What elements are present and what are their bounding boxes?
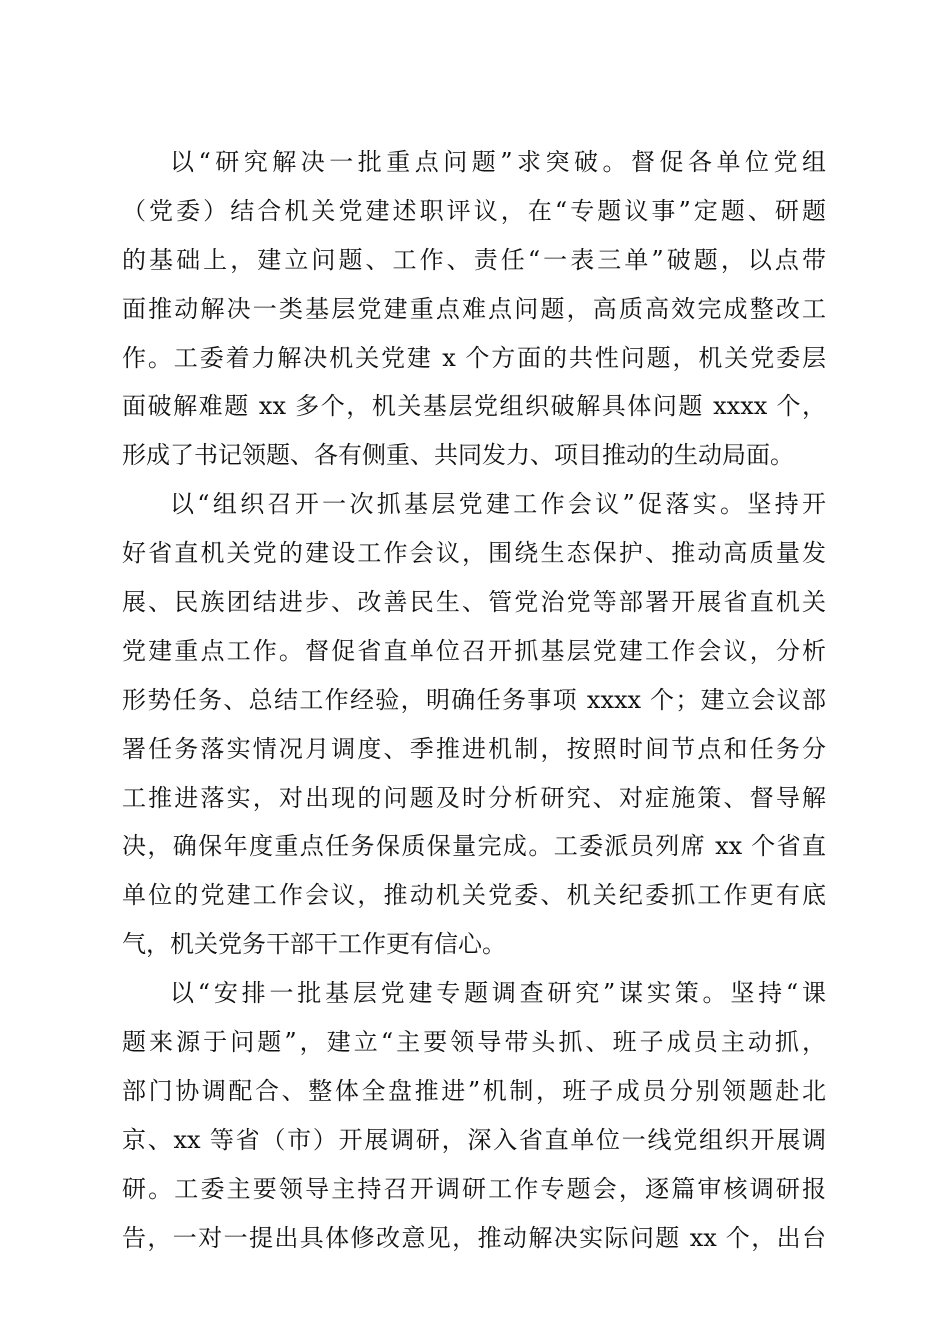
text-line: 单位的党建工作会议，推动机关党委、机关纪委抓工作更有底 bbox=[122, 881, 826, 910]
text-line: 以“安排一批基层党建专题调查研究”谋实策。坚持“课 bbox=[170, 979, 826, 1008]
text-line: 研。工委主要领导主持召开调研工作专题会，逐篇审核调研报 bbox=[122, 1174, 826, 1203]
paragraph-work-meeting bbox=[122, 480, 826, 969]
text-line: 面推动解决一类基层党建重点难点问题，高质高效完成整改工 bbox=[122, 294, 826, 323]
text-line: 决，确保年度重点任务保质保量完成。工委派员列席 xx 个省直 bbox=[122, 832, 826, 861]
text-line: 的基础上，建立问题、工作、责任“一表三单”破题，以点带 bbox=[122, 245, 826, 274]
text-line: 部门协调配合、整体全盘推进”机制，班子成员分别领题赴北 bbox=[122, 1076, 826, 1105]
text-line: 形成了书记领题、各有侧重、共同发力、项目推动的生动局面。 bbox=[122, 441, 794, 470]
text-line: （党委）结合机关党建述职评议，在“专题议事”定题、研题 bbox=[122, 196, 826, 225]
text-line: 题来源于问题”，建立“主要领导带头抓、班子成员主动抓， bbox=[122, 1028, 826, 1057]
text-line: 以“研究解决一批重点问题”求突破。督促各单位党组 bbox=[170, 148, 826, 176]
text-line: 展、民族团结进步、改善民生、管党治党等部署开展省直机关 bbox=[122, 588, 826, 617]
text-line: 京、xx 等省（市）开展调研，深入省直单位一线党组织开展调 bbox=[122, 1125, 826, 1154]
text-line: 气，机关党务干部干工作更有信心。 bbox=[122, 930, 506, 959]
text-line: 作。工委着力解决机关党建 x 个方面的共性问题，机关党委层 bbox=[122, 343, 826, 372]
text-line: 以“组织召开一次抓基层党建工作会议”促落实。坚持开 bbox=[170, 490, 826, 519]
text-line: 告，一对一提出具体修改意见，推动解决实际问题 xx 个，出台 bbox=[122, 1223, 826, 1252]
text-line: 党建重点工作。督促省直单位召开抓基层党建工作会议，分析 bbox=[122, 636, 826, 665]
text-line: 形势任务、总结工作经验，明确任务事项 xxxx 个；建立会议部 bbox=[122, 685, 826, 714]
text-line: 工推进落实，对出现的问题及时分析研究、对症施策、督导解 bbox=[122, 783, 826, 812]
text-line: 面破解难题 xx 多个，机关基层党组织破解具体问题 xxxx 个， bbox=[122, 392, 826, 421]
text-line: 署任务落实情况月调度、季推进机制，按照时间节点和任务分 bbox=[122, 734, 826, 763]
text-line: 好省直机关党的建设工作会议，围绕生态保护、推动高质量发 bbox=[122, 539, 826, 568]
paragraph-research-problems bbox=[122, 138, 826, 480]
paragraph-field-research bbox=[122, 969, 826, 1262]
body-text bbox=[122, 138, 826, 1262]
